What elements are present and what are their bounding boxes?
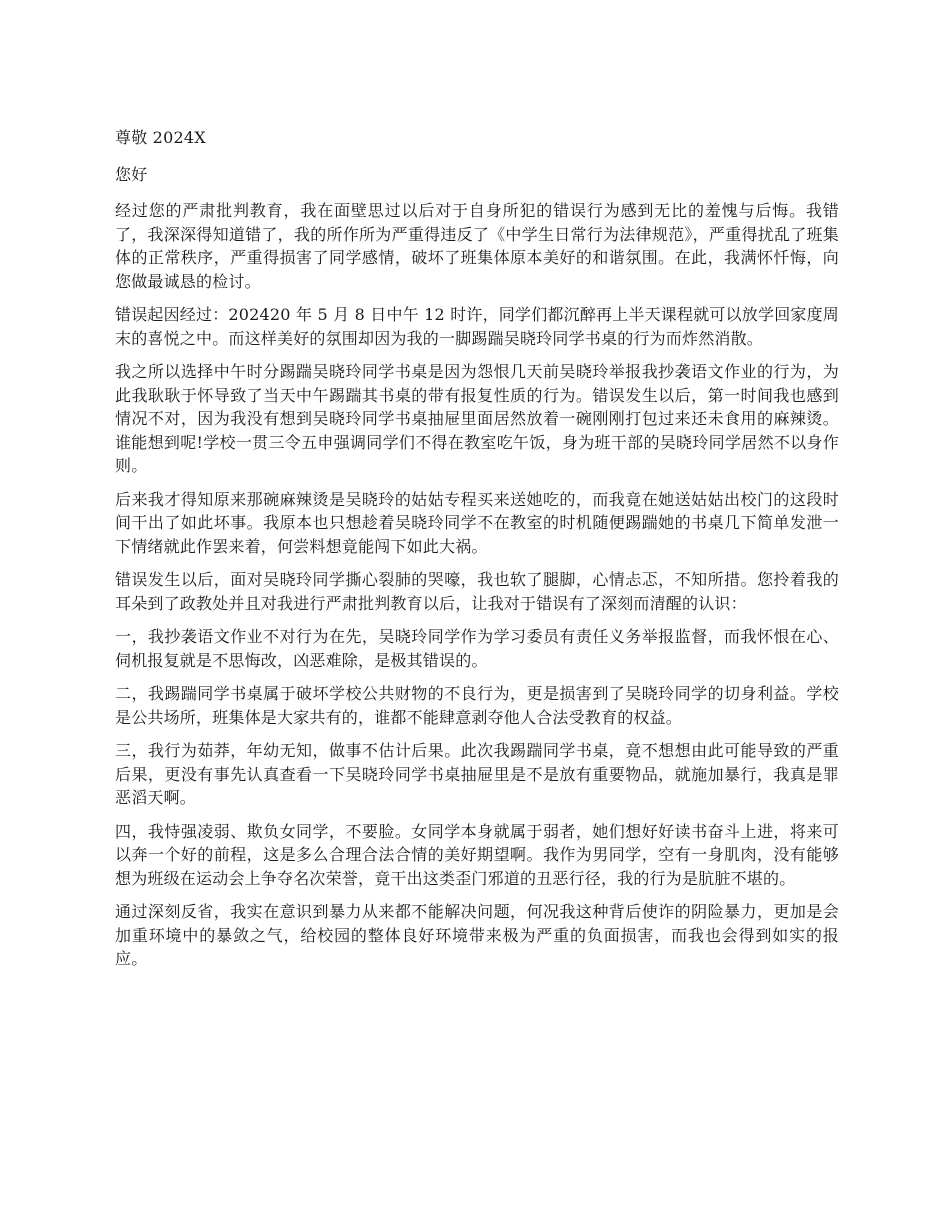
paragraph-9: 四，我恃强凌弱、欺负女同学，不要脸。女同学本身就属于弱者，她们想好好读书奋斗上进，将来可以奔一个好的前程，这是多么合理合法合情的美好期望啊。我作为男同学，空有一身肌肉，没有能够想为班级在运动会上争夺名次荣誉，竟干出这类歪门邪道的丑恶行径，我的行为是肮脏不堪的。 — [115, 821, 839, 888]
paragraph-6: 一，我抄袭语文作业不对行为在先，吴晓玲同学作为学习委员有责任义务举报监督，而我怀恨在心、伺机报复就是不思悔改，凶恶难除，是极其错误的。 — [115, 627, 839, 670]
letter-page — [115, 126, 839, 981]
paragraph-1: 经过您的严肃批判教育，我在面壁思过以后对于自身所犯的错误行为感到无比的羞愧与后悔。我错了，我深深得知道错了，我的所作所为严重得违反了《中学生日常行为法律规范》，严重得扰乱了班集体的正常秩序，严重得损害了同学感情，破坏了班集体原本美好的和谐氛围。在此，我满怀忏悔，向您做最诚恳的检讨。 — [115, 201, 839, 291]
paragraph-3: 我之所以选择中午时分踢踹吴晓玲同学书桌是因为怨恨几天前吴晓玲举报我抄袭语文作业的行为，为此我耿耿于怀导致了当天中午踢踹其书桌的带有报复性质的行为。错误发生以后，第一时间我也感到情况不对，因为我没有想到吴晓玲同学书桌抽屉里面居然放着一碗刚刚打包过来还未食用的麻辣烫。谁能想到呢!学校一贯三令五申强调同学们不得在教室吃午饭，身为班干部的吴晓玲同学居然不以身作则。 — [115, 362, 839, 475]
paragraph-2: 错误起因经过：202420 年 5 月 8 日中午 12 时许，同学们都沉醉再上半天课程就可以放学回家度周末的喜悦之中。而这样美好的氛围却因为我的一脚踢踹吴晓玲同学书桌的行为而炸然消散。 — [115, 305, 839, 348]
greeting: 您好 — [115, 164, 148, 184]
paragraph-5: 错误发生以后，面对吴晓玲同学撕心裂肺的哭嚎，我也软了腿脚，心情忐忑，不知所措。您拎着我的耳朵到了政教处并且对我进行严肃批判教育以后，让我对于错误有了深刻而清醒的认识： — [115, 570, 839, 613]
paragraph-8: 三，我行为茹莽，年幼无知，做事不估计后果。此次我踢踹同学书桌，竟不想想由此可能导致的严重后果，更没有事先认真查看一下吴晓玲同学书桌抽屉里是不是放有重要物品，就施加暴行，我真是罪恶滔天啊。 — [115, 741, 839, 807]
salutation: 尊敬 2024X — [115, 128, 206, 147]
paragraph-7: 二，我踢踹同学书桌属于破坏学校公共财物的不良行为，更是损害到了吴晓玲同学的切身利益。学校是公共场所，班集体是大家共有的，谁都不能肆意剥夺他人合法受教育的权益。 — [115, 684, 839, 727]
paragraph-4: 后来我才得知原来那碗麻辣烫是吴晓玲的姑姑专程买来送她吃的，而我竟在她送姑姑出校门的这段时间干出了如此坏事。我原本也只想趁着吴晓玲同学不在教室的时机随便踢踹她的书桌几下简单发泄一下情绪就此作罢来着，何尝料想竟能闯下如此大祸。 — [115, 489, 839, 556]
paragraph-10: 通过深刻反省，我实在意识到暴力从来都不能解决问题，何况我这种背后使诈的阴险暴力，更加是会加重环境中的暴敛之气，给校园的整体良好环境带来极为严重的负面损害，而我也会得到如实的报应。 — [115, 902, 839, 968]
